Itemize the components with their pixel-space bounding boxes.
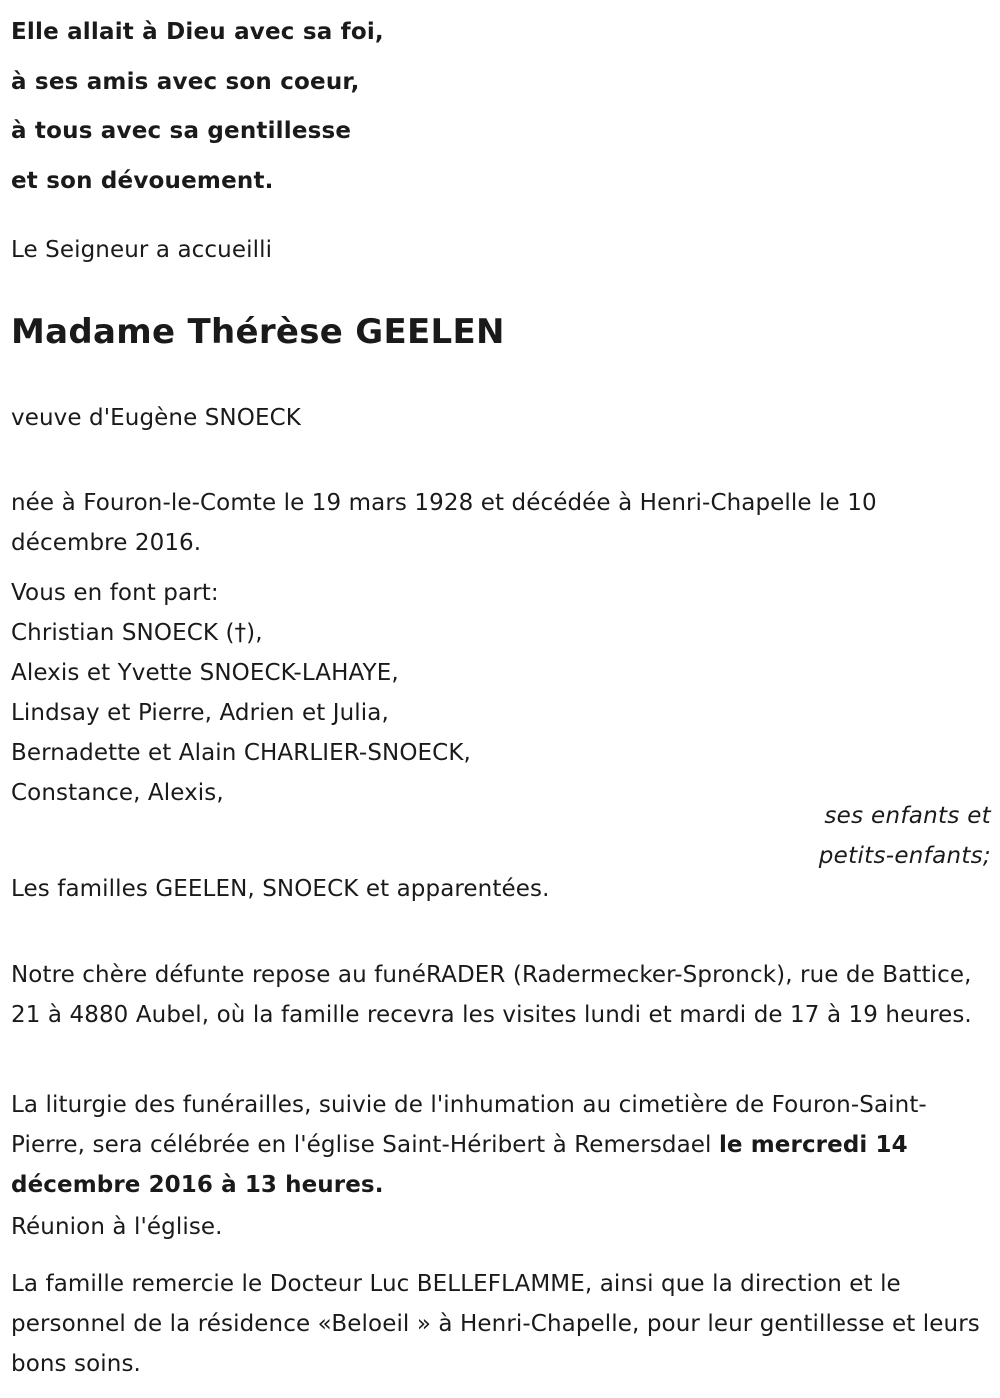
poem	[11, 8, 384, 206]
extended-families-text: Les familles GEELEN, SNOECK et apparentées.	[11, 876, 550, 902]
thanks-text: La famille remercie le Docteur Luc BELLEFLAMME, ainsi que la direction et le personnel de la résidence «Beloeil » à Henri-Chapelle, pour leur gentillesse et leurs bons soins.	[11, 1271, 980, 1377]
poem-line: Elle allait à Dieu avec sa foi,	[11, 19, 384, 45]
family-member: Alexis et Yvette SNOECK-LAHAYE,	[11, 660, 399, 686]
poem-line: à tous avec sa gentillesse	[11, 118, 352, 144]
family-member-name: Christian SNOECK (	[11, 620, 235, 646]
intro-text: Le Seigneur a accueilli	[11, 237, 273, 263]
poem-line: à ses amis avec son coeur,	[11, 68, 360, 95]
repose-text: Notre chère défunte repose au funéRADER (Radermecker-Spronck), rue de Battice, 21 à 4880 Aubel, où la famille recevra les visites lundi et mardi de 17 à 19 heures.	[11, 962, 972, 1028]
liturgy-date: le mercredi 14 décembre 2016 à 13 heures.	[11, 1132, 908, 1198]
cross-icon: †	[234, 620, 247, 646]
relation-line: petits-enfants;	[818, 843, 991, 869]
family-member	[11, 613, 991, 653]
family-member: Bernadette et Alain CHARLIER-SNOECK,	[11, 740, 471, 766]
widow-of-text: veuve d'Eugène SNOECK	[11, 405, 301, 431]
liturgy-description: La liturgie des funérailles, suivie de l'inhumation au cimetière de Fouron-Saint-Pierre, sera célébrée en l'église Saint-Héribert à Remersdael	[11, 1092, 927, 1158]
relation-label	[819, 796, 991, 876]
poem-line: et son dévouement.	[11, 167, 274, 194]
family-member: Constance, Alexis,	[11, 780, 224, 806]
birth-death-text: née à Fouron-le-Comte le 19 mars 1928 et décédée à Henri-Chapelle le 10 décembre 2016.	[11, 490, 877, 556]
liturgy-text	[11, 1085, 991, 1205]
family-header: Vous en font part:	[11, 580, 219, 606]
deceased-name: Madame Thérèse GEELEN	[11, 312, 505, 352]
family-member-suffix: ),	[246, 620, 263, 646]
relation-line: ses enfants et	[824, 803, 991, 829]
family-list	[11, 573, 991, 813]
family-member: Lindsay et Pierre, Adrien et Julia,	[11, 700, 389, 726]
reunion-text: Réunion à l'église.	[11, 1214, 223, 1240]
